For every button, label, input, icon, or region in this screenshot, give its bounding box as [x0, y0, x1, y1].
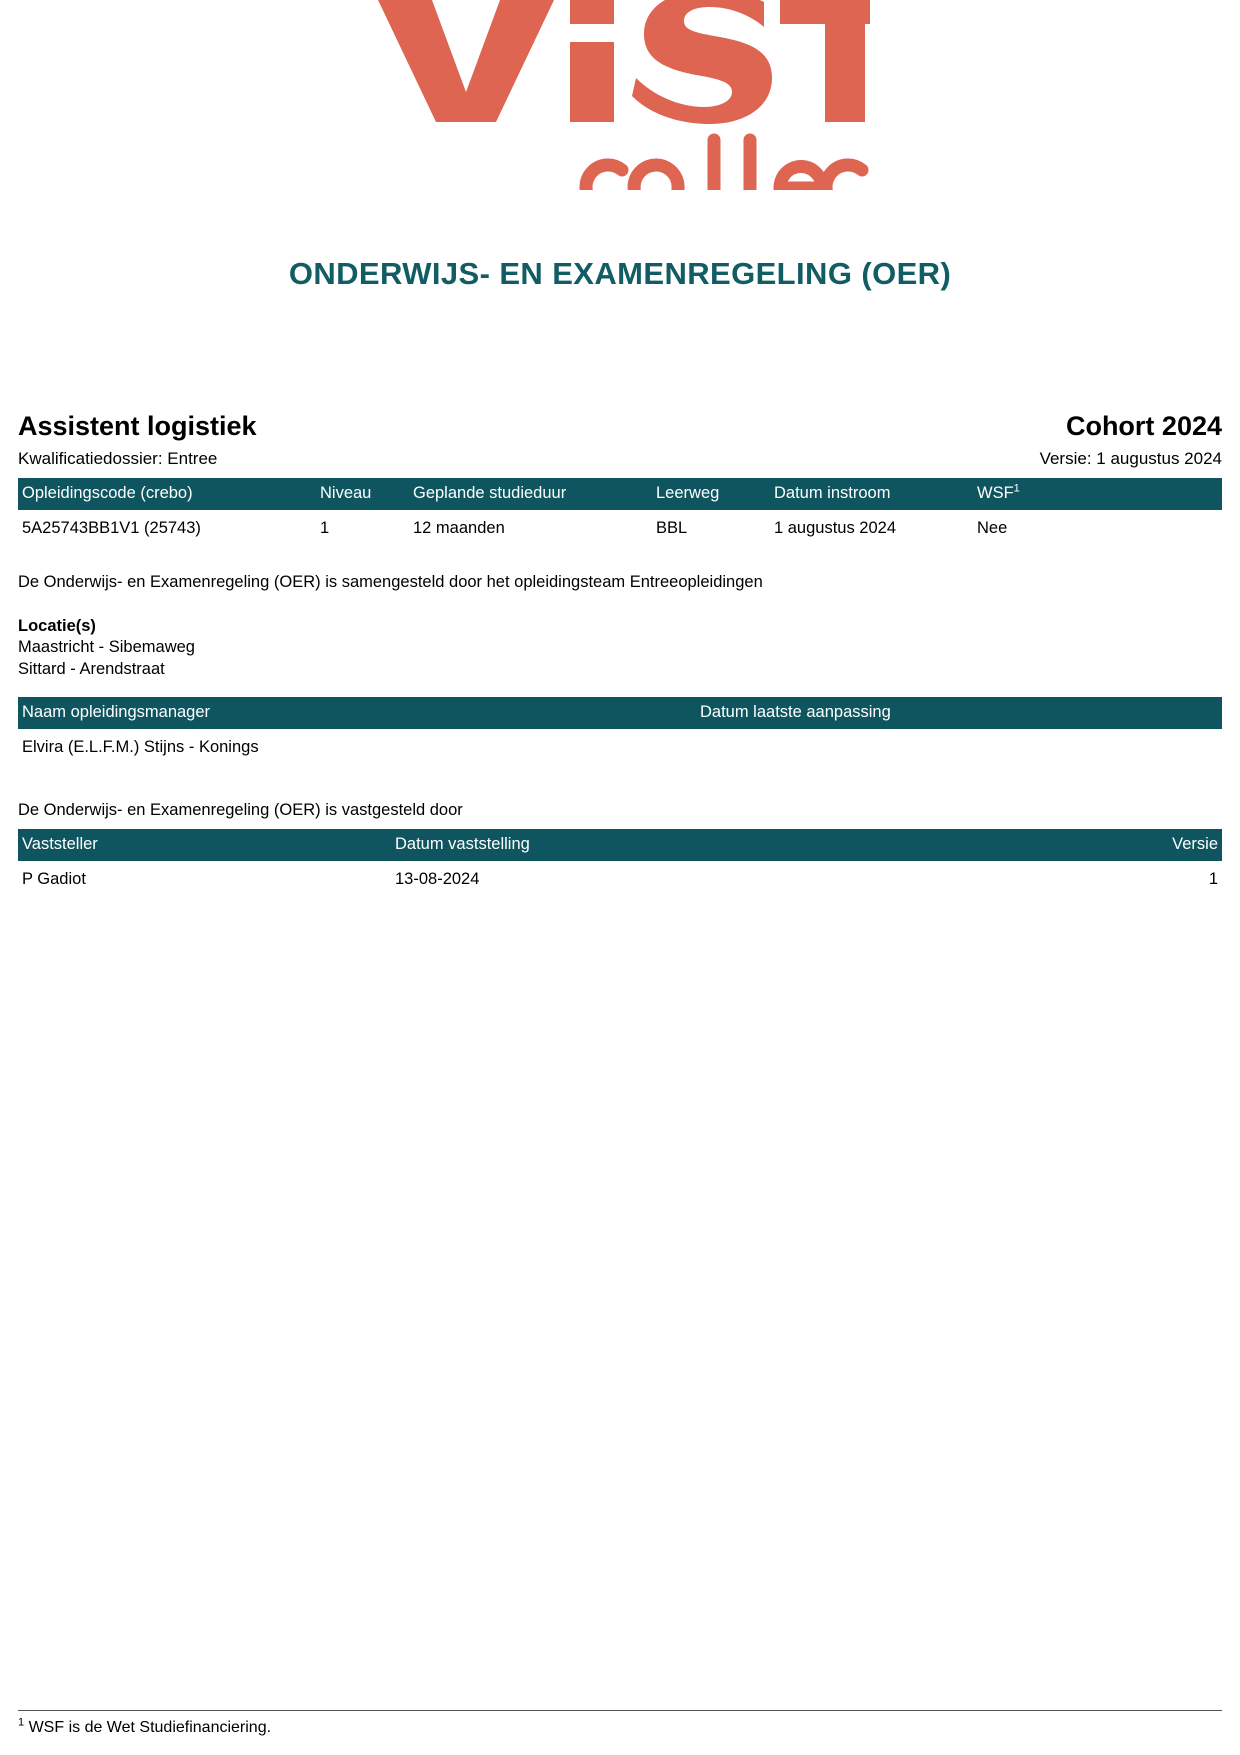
page-title: ONDERWIJS- EN EXAMENREGELING (OER): [288, 256, 952, 291]
cell-opleidingscode: 5A25743BB1V1 (25743): [22, 518, 201, 537]
col-studieduur: Geplande studieduur: [409, 478, 652, 510]
cell-last-change-date: [696, 729, 1222, 765]
established-by-text: De Onderwijs- en Examenregeling (OER) is vastgesteld door: [18, 800, 463, 819]
locations-title: Locatie(s): [18, 616, 96, 635]
program-info-table: [18, 478, 1222, 546]
cell-leerweg: BBL: [656, 518, 688, 537]
program-heading-row: [18, 412, 1222, 442]
col-manager-name: Naam opleidingsmanager: [18, 697, 696, 729]
footnote: [18, 1716, 1222, 1737]
col-wsf: [973, 478, 1222, 510]
cohort-label: Cohort 2024: [1065, 411, 1222, 441]
vaststeller-table: [18, 829, 1222, 897]
col-datum-vaststelling: Datum vaststelling: [391, 829, 1014, 861]
program-name: Assistent logistiek: [18, 411, 257, 441]
col-leerweg: Leerweg: [652, 478, 770, 510]
manager-table: [18, 697, 1222, 765]
footnote-area: [0, 1710, 1240, 1737]
col-wsf-label: WSF: [977, 483, 1014, 502]
table-header-row: [18, 829, 1222, 861]
vista-college-logo: [18, 0, 1222, 200]
location-item: Sittard - Arendstraat: [18, 660, 165, 679]
table-header-row: [18, 697, 1222, 729]
version-label: Versie: 1 augustus 2024: [1039, 448, 1222, 468]
cell-versie: 1: [1208, 869, 1218, 888]
cell-datum-vaststelling: 13-08-2024: [395, 869, 480, 888]
location-item: Maastricht - Sibemaweg: [18, 638, 195, 657]
program-subheading-row: [18, 449, 1222, 469]
composed-by-text: De Onderwijs- en Examenregeling (OER) is samengesteld door het opleidingsteam Entreeopleidingen: [18, 572, 763, 591]
col-niveau: Niveau: [316, 478, 409, 510]
cell-datum-instroom: 1 augustus 2024: [774, 518, 897, 537]
footnote-divider: [18, 1710, 1222, 1711]
footnote-text: WSF is de Wet Studiefinanciering.: [24, 1719, 272, 1736]
col-last-change-date: Datum laatste aanpassing: [696, 697, 1222, 729]
cell-wsf: Nee: [977, 518, 1008, 537]
col-datum-instroom: Datum instroom: [770, 478, 973, 510]
wsf-footnote-marker: 1: [1013, 482, 1020, 495]
cell-manager-name: Elvira (E.L.F.M.) Stijns - Konings: [22, 737, 259, 756]
qualification-dossier: Kwalificatiedossier: Entree: [18, 448, 218, 468]
table-row: [18, 729, 1222, 765]
col-vaststeller: Vaststeller: [18, 829, 391, 861]
col-opleidingscode: Opleidingscode (crebo): [18, 478, 316, 510]
locations-block: [18, 616, 1222, 681]
col-versie: Versie: [1014, 829, 1222, 861]
footnote-marker: 1: [18, 1716, 25, 1729]
cell-niveau: 1: [320, 518, 330, 537]
table-row: [18, 510, 1222, 546]
cell-vaststeller: P Gadiot: [22, 869, 86, 888]
table-row: [18, 861, 1222, 897]
table-header-row: [18, 478, 1222, 510]
cell-studieduur: 12 maanden: [413, 518, 505, 537]
